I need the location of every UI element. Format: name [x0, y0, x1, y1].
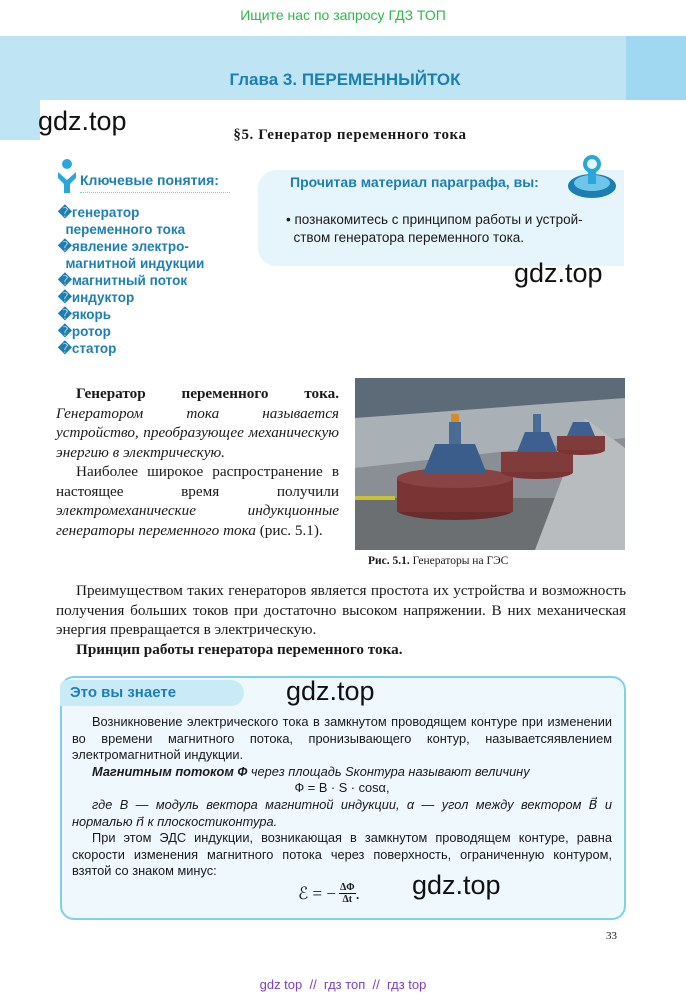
- you-know-title: Это вы знаете: [70, 684, 177, 701]
- paragraph-text: Преимуществом таких генераторов является простота их устройства и возможность получения больших токов при достаточно высоком напряжении. В них механическая энергия превращается в электрическую.: [56, 582, 626, 638]
- key-concept-item: �статор: [58, 341, 117, 356]
- emf-fraction: [339, 882, 356, 905]
- key-concepts-list: [58, 204, 204, 357]
- figure-caption: [368, 555, 508, 567]
- key-concept-item: �якорь: [58, 307, 112, 322]
- intro-text: [56, 384, 339, 540]
- paragraph-text: Возникновение электрического тока в замкнутом проводящем контуре при изменении во времени магнитного потока, пронизывающего контур, называетсяявлением электромагнитной индукции.: [72, 714, 612, 763]
- you-know-label: [60, 680, 244, 706]
- emphasized-text: электромеханические индукционные генераторы переменного тока: [56, 502, 339, 539]
- key-concept-item: �ротор: [58, 324, 111, 339]
- chapter-title: Глава 3. ПЕРЕМЕННЫЙТОК: [229, 70, 461, 89]
- emf-numerator: ΔΦ: [339, 882, 355, 893]
- body-text: [56, 581, 626, 659]
- paragraph-text: (рис. 5.1).: [255, 521, 323, 539]
- learning-goals-title: Прочитав материал параграфа, вы:: [290, 174, 539, 190]
- page-number: 33: [606, 930, 617, 942]
- chapter-header-band: [0, 36, 686, 100]
- paragraph-heading: Принцип работы генератора переменного тока.: [76, 640, 403, 658]
- figure-caption-text: Генераторы на ГЭС: [412, 555, 509, 567]
- watermark: gdz.top: [38, 106, 127, 136]
- emf-formula: [298, 882, 360, 905]
- paragraph-text: При этом ЭДС индукции, возникающая в замкнутом проводящем контуре, равна скорости изменения магнитного потока через поверхность, ограниченную контуром, взятой со знаком минус:: [72, 830, 612, 879]
- definition-text: Генератором тока называется устройство, преобразующее механическую энергию в электрическую.: [56, 404, 339, 461]
- paragraph-text: через площадь Sконтура называют величину: [247, 763, 530, 779]
- paragraph-text: где B — модуль вектора магнитной индукции, α — угол между вектором B⃗ и нормалью n⃗ к плоскостиконтура.: [72, 796, 612, 829]
- hydro-generators-photo: [355, 378, 625, 550]
- key-concept-item: �генератор переменного тока: [58, 205, 186, 237]
- emf-lhs: ℰ = −: [298, 883, 336, 903]
- key-concepts-icon: [56, 158, 78, 194]
- paragraph-heading: Генератор переменного тока.: [76, 385, 339, 402]
- key-concepts-divider: [80, 192, 230, 193]
- watermark: gdz.top: [412, 870, 501, 900]
- term-text: Магнитным потоком Ф: [92, 763, 248, 779]
- flux-formula: Ф = B · S · cosα,: [294, 780, 390, 796]
- emf-denominator: Δt: [342, 894, 353, 905]
- emf-end: .: [355, 883, 360, 903]
- figure-label: Рис. 5.1.: [368, 555, 410, 567]
- key-concepts-title: Ключевые понятия:: [80, 172, 219, 188]
- watermark: gdz.top: [514, 258, 603, 288]
- top-banner: Ищите нас по запросу ГДЗ ТОП: [240, 7, 446, 23]
- learning-goals-icon: [566, 150, 618, 202]
- key-concept-item: �магнитный поток: [58, 273, 188, 288]
- watermark: gdz.top: [286, 676, 375, 706]
- chapter-tab: [626, 36, 686, 100]
- header-band-corner: [0, 100, 40, 140]
- you-know-text: [72, 714, 612, 880]
- footer-links[interactable]: gdz top // гдз топ // гдз top: [259, 977, 427, 992]
- section-title: §5. Генератор переменного тока: [233, 127, 467, 143]
- key-concept-item: �явление электро- магнитной индукции: [58, 239, 205, 271]
- key-concept-item: �индуктор: [58, 290, 135, 305]
- paragraph-text: Наиболее широкое распространение в настоящее время получили: [56, 463, 339, 500]
- learning-goals-text: • познакомитесь с принципом работы и устрой- ством генератора переменного тока.: [286, 212, 583, 245]
